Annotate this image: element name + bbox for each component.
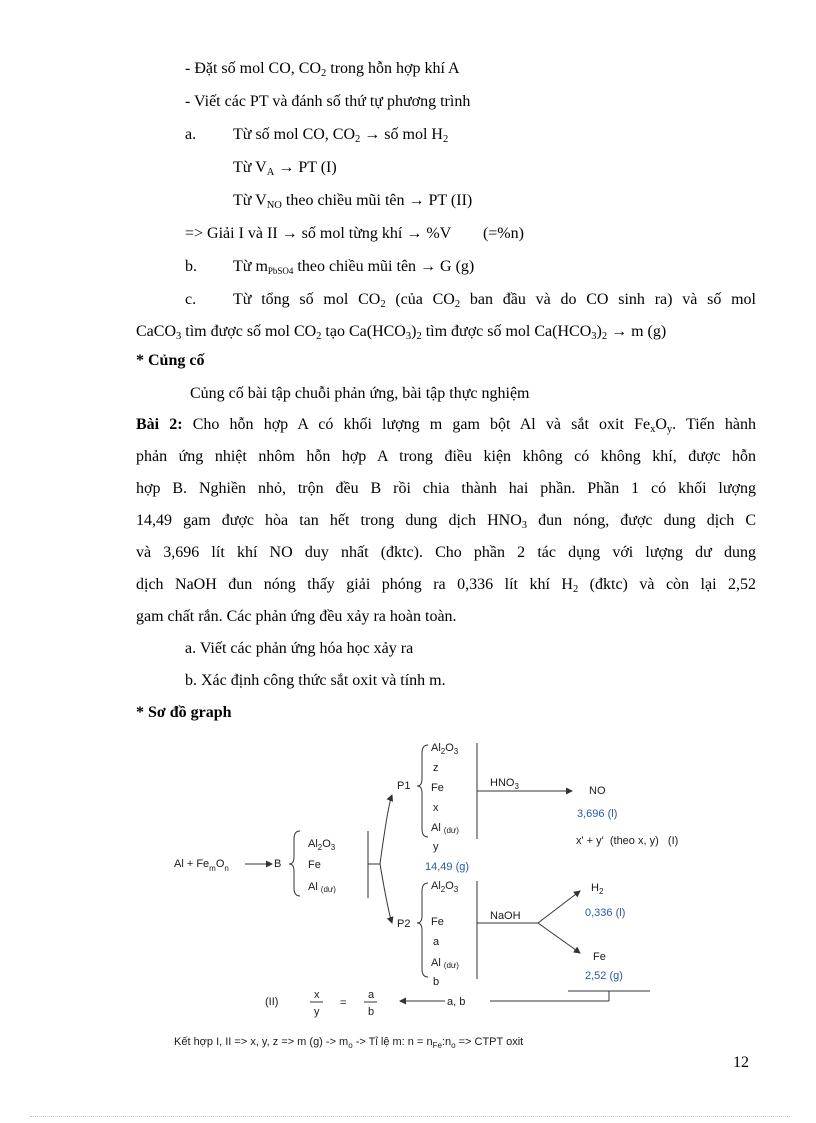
arrow-to-p1 xyxy=(380,795,392,864)
p2-brace xyxy=(417,883,428,977)
p2-item-al-du: Al (dư) xyxy=(431,957,459,970)
p1-item-y: y xyxy=(433,841,439,853)
step-dat-so-mol: - Đặt số mol CO, $CO_2$ trong hỗn hợp khí A xyxy=(185,60,460,79)
b-label: B xyxy=(274,858,282,870)
bai2-question-b: b. Xác định công thức sắt oxit và tính m. xyxy=(185,672,446,689)
eq-sign: = xyxy=(340,997,347,1009)
b-item-al-du: Al (dư) xyxy=(308,881,336,894)
so-do-heading: * Sơ đồ graph xyxy=(136,704,232,721)
step-a-label: a. xyxy=(185,126,197,143)
ket-hop-line: Kết hợp I, II => x, y, z => m $(g) -> m_o$ -> Tỉ lệ m: $n = n_{Fe}:n_o$ => CTPT oxit xyxy=(174,1036,524,1050)
bai2-line3: hợp B. Nghiền nhỏ, trộn đều B rồi chia thành hai phần. Phần 1 có khối lượng xyxy=(136,480,756,497)
step-b: Từ $m_{PbSO4}$ theo chiều mũi tên → G (g) xyxy=(233,258,475,276)
arrow-to-fe xyxy=(538,923,580,953)
bai2-question-a: a. Viết các phản ứng hóa học xảy ra xyxy=(185,640,414,657)
bai2-line5: và 3,696 lít khí NO duy nhất (đktc). Cho phần 2 tác dụng với lượng dư dung xyxy=(136,544,756,561)
page-number: 12 xyxy=(733,1054,749,1071)
bai2-line2: phản ứng nhiệt nhôm hỗn hợp A trong điều kiện không có không khí, được hỗn xyxy=(136,448,756,465)
frac-a: a xyxy=(368,989,375,1001)
fe-mass: 2,52 (g) xyxy=(585,970,623,982)
p2-item-fe: Fe xyxy=(431,916,444,928)
step-giai: => Giải I và II → số mol từng khí → %V (=%n) xyxy=(185,225,524,242)
step-b-label: b. xyxy=(185,258,197,275)
arrow-to-p2 xyxy=(380,864,392,923)
naoh-label: NaOH xyxy=(490,910,521,922)
p2-item-b: b xyxy=(433,976,440,988)
cung-co-text: Củng cố bài tập chuỗi phản ứng, bài tập thực nghiệm xyxy=(190,385,530,402)
bai2-line1: Bài 2: Cho hỗn hợp A có khối lượng m gam bột Al và sắt oxit $Fe_xO_y$. Tiến hành xyxy=(136,416,756,435)
p1-label: P1 xyxy=(397,780,411,792)
p2-item-a: a xyxy=(433,936,440,948)
frac-b: b xyxy=(368,1006,375,1018)
p1-item-fe: Fe xyxy=(431,782,444,794)
no-label: NO xyxy=(589,785,606,797)
b-item-fe: Fe xyxy=(308,859,321,871)
arrow-to-h2 xyxy=(538,891,580,923)
h2-label: $H_2$ xyxy=(591,882,604,896)
footer-divider xyxy=(30,1116,790,1117)
fe-label: Fe xyxy=(593,951,606,963)
p2-item-al2o3: $Al_2O_3$ xyxy=(431,880,459,894)
ii-label: (II) xyxy=(265,996,279,1008)
bai2-line6: dịch NaOH đun nóng thấy giải phóng ra 0,336 lít khí $H_2$ (đktc) và còn lại 2,52 xyxy=(136,576,756,595)
step-viet-pt: - Viết các PT và đánh số thứ tự phương trình xyxy=(185,93,471,110)
p1-mass: 14,49 (g) xyxy=(425,861,470,873)
frac-x: x xyxy=(314,989,320,1001)
p1-item-al2o3: $Al_2O_3$ xyxy=(431,742,459,756)
step-c-label: c. xyxy=(185,291,197,308)
p1-brace xyxy=(417,745,428,837)
hno3-label: $HNO_3$ xyxy=(490,777,519,791)
cung-co-heading: * Củng cố xyxy=(136,352,205,369)
xy-equation: x' + y' (theo x, y) (I) xyxy=(576,835,679,847)
step-a: Từ số mol CO, $CO_2$ → số mol $H_2$ xyxy=(233,126,449,145)
reactant-label: $Al + Fe_mO_n$ xyxy=(174,858,229,873)
step-c: Từ tổng số mol $CO_2$ (của $CO_2$ ban đầu và do CO sinh ra) và số mol xyxy=(233,291,756,310)
step-c-line2: CaCO$_3$ tìm được số mol $CO_2$ tạo $Ca(HCO_3)_2$ tìm được số mol $Ca(HCO_3)_2 \to m$ (g) xyxy=(136,323,667,342)
p2-label: P2 xyxy=(397,918,411,930)
frac-y: y xyxy=(314,1006,320,1018)
bai2-line4: 14,49 gam được hòa tan hết trong dung dịch $HNO_3$ đun nóng, được dung dịch C xyxy=(136,512,757,531)
step-tu-vno: Từ $V_{NO}$ theo chiều mũi tên → PT (II) xyxy=(233,192,473,211)
p1-item-al-du: Al (dư) xyxy=(431,822,459,835)
b-item-al2o3: $Al_2O_3$ xyxy=(308,838,336,852)
h2-volume: 0,336 (l) xyxy=(585,907,626,919)
step-tu-va: Từ $V_A$ → PT (I) xyxy=(233,159,337,178)
p1-item-z: z xyxy=(433,762,439,774)
reaction-graph-diagram xyxy=(160,733,679,1055)
p1-item-x: x xyxy=(433,802,439,814)
bai2-line7: gam chất rắn. Các phản ứng đều xảy ra hoàn toàn. xyxy=(136,608,457,625)
ab-label: a, b xyxy=(447,996,466,1008)
b-brace xyxy=(289,831,300,896)
no-volume: 3,696 (l) xyxy=(577,808,618,820)
